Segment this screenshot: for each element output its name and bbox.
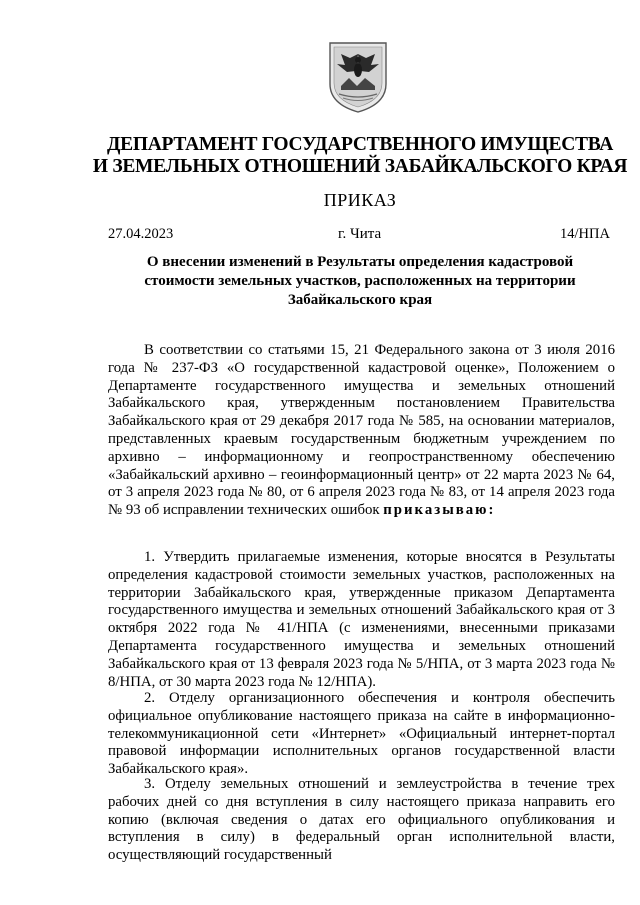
preamble-paragraph [108, 342, 615, 520]
order-word: приказываю: [383, 502, 496, 519]
department-title-line-1: ДЕПАРТАМЕНТ ГОСУДАРСТВЕННОГО ИМУЩЕСТВА [107, 134, 613, 155]
preamble-text: В соответствии со статьями 15, 21 Федерального закона от 3 июля 2016 года № 237-ФЗ «О государственной кадастровой оценке», Положением о Департаменте государственного имущества и земельных отношений Забайкальского края, утвержденным постановлением Правительства Забайкальского края от 29 декабря 2017 года № 585, на основании материалов, представленных краевым государственным бюджетным учреждением по архивно – информационному и геопространственному обеспечению «Забайкальский архивно – геоинформационный центр» от 22 марта 2023 № 64, от 3 апреля 2023 года № 80, от 6 апреля 2023 года № 83, от 14 апреля 2023 года № 93 об исправлении технических ошибок [108, 342, 615, 519]
item-3-paragraph [108, 776, 615, 865]
department-title-line-2: И ЗЕМЕЛЬНЫХ ОТНОШЕНИЙ ЗАБАЙКАЛЬСКОГО КРАЯ [92, 156, 628, 177]
item-1-paragraph [108, 549, 615, 691]
item-2-text: 2. Отделу организационного обеспечения и контроля обеспечить официальное опубликование настоящего приказа на сайте в информационно-телекоммуникационной сети «Интернет» «Официальный интернет-портал правовой информации исполнительных органов государственной власти Забайкальского края». [108, 690, 615, 778]
coat-of-arms-emblem [327, 40, 389, 114]
item-3-text: 3. Отделу земельных отношений и землеустройства в течение трех рабочих дней со дня вступления в силу настоящего приказа направить его копию (включая сведения о датах его официального опубликования и вступления в силу) в федеральный орган исполнительной власти, осуществляющий государственный [108, 776, 615, 864]
document-city: г. Чита [338, 226, 382, 242]
document-subject: О внесении изменений в Результаты определения кадастровой стоимости земельных участков, расположенных на территории Забайкальского края [144, 254, 576, 308]
item-2-paragraph [108, 690, 615, 779]
document-type: ПРИКАЗ [323, 190, 397, 210]
document-number: 14/НПА [560, 226, 610, 242]
item-1-text: 1. Утвердить прилагаемые изменения, которые вносятся в Результаты определения кадастровой стоимости земельных участков, расположенных на территории Забайкальского края, утвержденные приказом Департамента государственного имущества и земельных отношений Забайкальского края от 3 октября 2022 года № 41/НПА (с изменениями, внесенными приказами Департамента государственного имущества и земельных отношений Забайкальского края от 13 февраля 2023 года № 5/НПА, от 3 марта 2023 года № 8/НПА, от 30 марта 2023 года № 12/НПА). [108, 549, 615, 690]
document-date: 27.04.2023 [108, 226, 174, 242]
